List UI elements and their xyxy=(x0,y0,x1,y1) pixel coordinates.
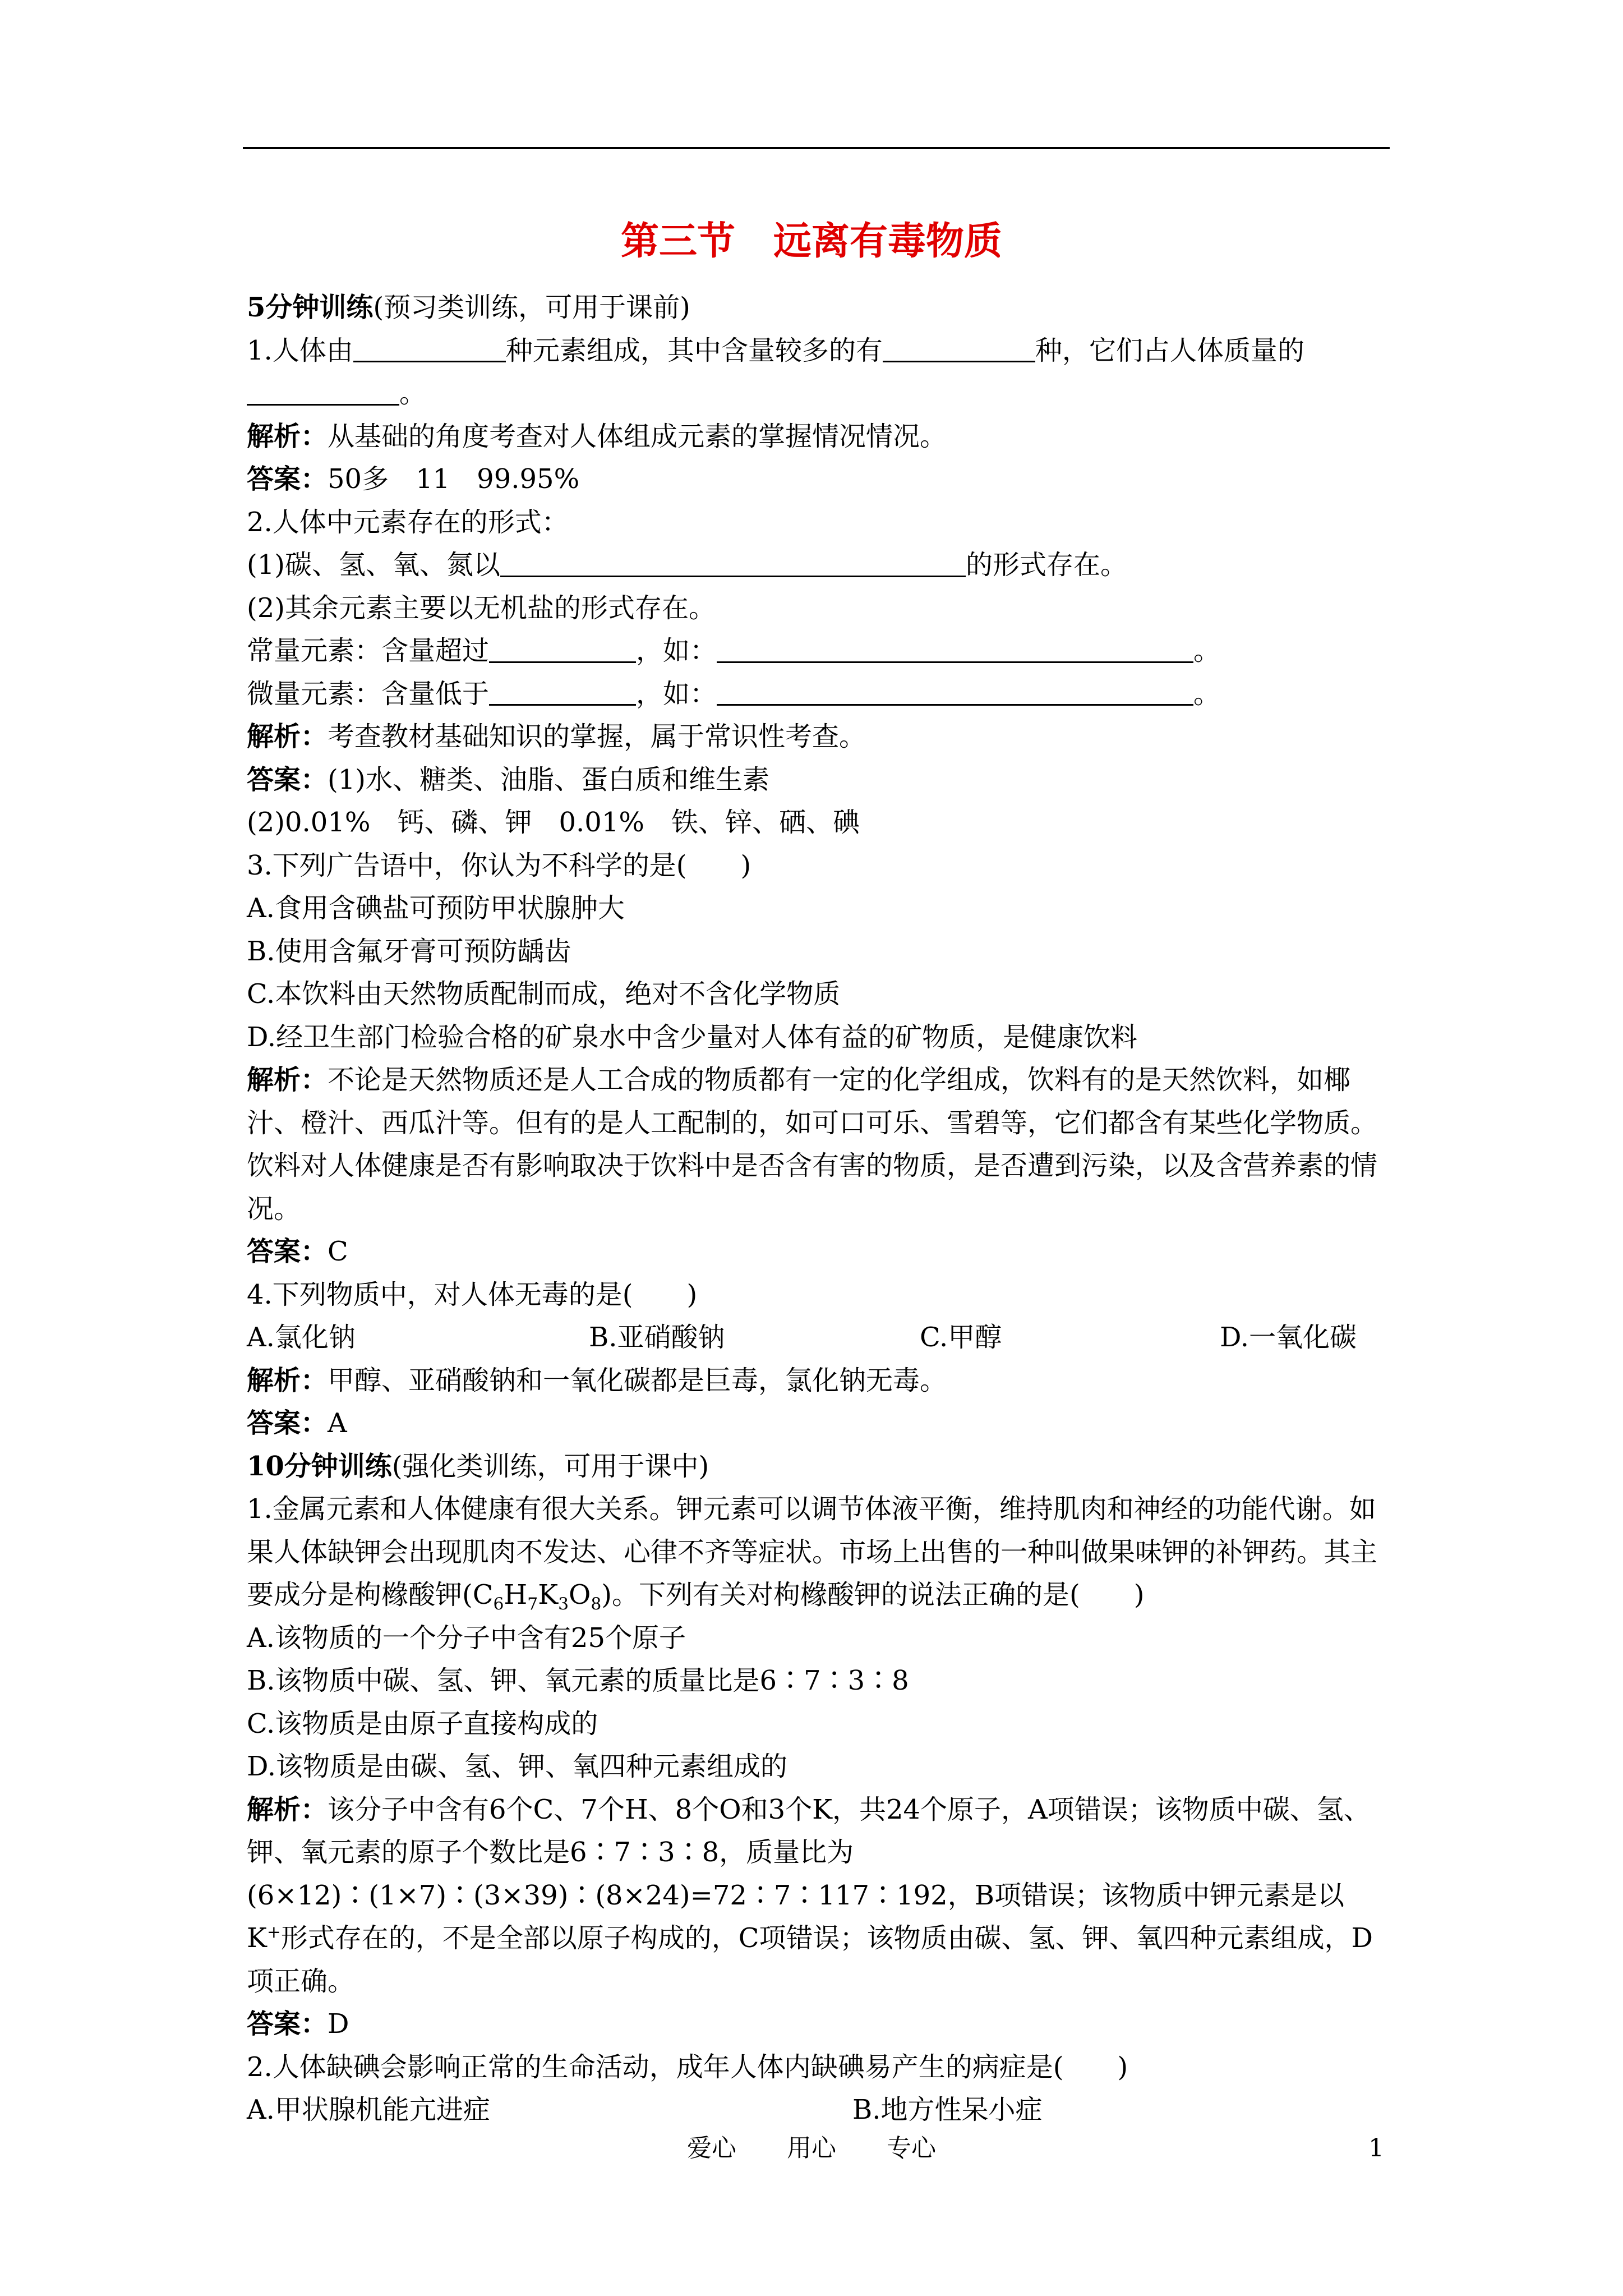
option-a: A.食用含碘盐可预防甲状腺肿大 xyxy=(247,892,625,924)
document-body xyxy=(247,286,1391,2132)
question-2-line-3: 常量元素：含量超过 ，如： 。 xyxy=(247,635,1221,666)
analysis: 解析：从基础的角度考查对人体组成元素的掌握情况情况。 xyxy=(247,420,947,452)
question-3: 3.下列广告语中，你认为不科学的是( ) xyxy=(247,849,751,881)
question-5: 1.金属元素和人体健康有很大关系。钾元素可以调节体液平衡，维持肌肉和神经的功能代谢。如果人体缺钾会出现肌肉不发达、心律不齐等症状。市场上出售的一种叫做果味钾的补钾药。其主要成分是枸橼酸钾$(C_6H_7K_3O_8)$。下列有关对枸橼酸钾的说法正确的是( ) xyxy=(247,1493,1378,1614)
option-c: C.甲醇 xyxy=(920,1322,1002,1353)
option-c: C.本饮料由天然物质配制而成，绝对不含化学物质 xyxy=(247,978,841,1010)
section-heading: 5分钟训练(预习类训练，可用于课前) xyxy=(247,292,690,323)
option-a: A.氯化钠 xyxy=(247,1322,356,1353)
option-c: C.该物质是由原子直接构成的 xyxy=(247,1708,598,1740)
fill-blank[interactable] xyxy=(883,334,1035,362)
question-2-line-2: (2)其余元素主要以无机盐的形式存在。 xyxy=(247,592,716,624)
fill-blank[interactable] xyxy=(353,334,506,362)
option-b: B.地方性呆小症 xyxy=(852,2094,1043,2125)
question-2-line-1: (1)碳、氢、氧、氮以 的形式存在。 xyxy=(247,549,1128,581)
question-2: 2.人体中元素存在的形式： xyxy=(247,506,569,538)
answer: 答案：(1)水、糖类、油脂、蛋白质和维生素 xyxy=(247,763,770,795)
fill-blank[interactable] xyxy=(489,634,636,663)
page-title: 第三节 远离有毒物质 xyxy=(620,219,1002,264)
answer: 答案：50多 11 99.95% xyxy=(247,463,580,495)
fill-blank[interactable] xyxy=(717,677,1193,706)
question-1-cont: 。 xyxy=(247,372,1391,415)
options-row xyxy=(247,2088,1391,2132)
question-4: 4.下列物质中，对人体无毒的是( ) xyxy=(247,1278,698,1310)
analysis: 解析：该分子中含有6个C、7个H、8个O和3个K，共24个原子，A项错误；该物质中碳、氢、钾、氧元素的原子个数比是6∶7∶3∶8，质量比为(6×12)∶(1×7)∶(3×39)∶(8×24)=72∶7∶117∶192，B项错误；该物质中钾元素是以K+形式存在的，不是全部以原子构成的，C项错误；该物质由碳、氢、钾、氧四种元素组成，D项正确。 xyxy=(247,1793,1373,1997)
fill-blank[interactable] xyxy=(247,377,399,406)
analysis: 解析：不论是天然物质还是人工合成的物质都有一定的化学组成，饮料有的是天然饮料，如椰汁、橙汁、西瓜汁等。但有的是人工配制的，如可口可乐、雪碧等，它们都含有某些化学物质。饮料对人体健康是否有影响取决于饮料中是否含有害的物质，是否遭到污染，以及含营养素的情况。 xyxy=(247,1064,1378,1225)
analysis: 解析：甲醇、亚硝酸钠和一氧化碳都是巨毒，氯化钠无毒。 xyxy=(247,1364,947,1396)
answer: 答案：D xyxy=(247,2008,349,2040)
answer: 答案：C xyxy=(247,1236,348,1267)
analysis: 解析：考查教材基础知识的掌握，属于常识性考查。 xyxy=(247,721,866,752)
option-d: D.经卫生部门检验合格的矿泉水中含少量对人体有益的矿物质，是健康饮料 xyxy=(247,1021,1138,1053)
option-b: B.亚硝酸钠 xyxy=(589,1322,725,1353)
options-row xyxy=(247,1316,1391,1359)
fill-blank[interactable] xyxy=(489,677,636,706)
option-d: D.一氧化碳 xyxy=(1220,1322,1357,1353)
page-footer: 爱心 用心 专心 xyxy=(687,2134,936,2162)
question-1: 1.人体由 种元素组成，其中含量较多的有 种，它们占人体质量的 xyxy=(247,334,1304,366)
page-number: 1 xyxy=(1368,2134,1384,2162)
option-b: B.使用含氟牙膏可预防龋齿 xyxy=(247,935,571,967)
fill-blank[interactable] xyxy=(717,634,1193,663)
option-a: A.甲状腺机能亢进症 xyxy=(247,2094,490,2125)
question-2-line-4: 微量元素：含量低于 ，如： 。 xyxy=(247,678,1221,710)
fill-blank[interactable] xyxy=(500,549,966,577)
question-6: 2.人体缺碘会影响正常的生命活动，成年人体内缺碘易产生的病症是( ) xyxy=(247,2051,1128,2083)
answer: 答案：A xyxy=(247,1407,347,1439)
option-d: D.该物质是由碳、氢、钾、氧四种元素组成的 xyxy=(247,1751,788,1782)
option-a: A.该物质的一个分子中含有25个原子 xyxy=(247,1622,686,1654)
option-b: B.该物质中碳、氢、钾、氧元素的质量比是6∶7∶3∶8 xyxy=(247,1665,909,1696)
section-heading: 10分钟训练(强化类训练，可用于课中) xyxy=(247,1450,709,1482)
answer-cont: (2)0.01% 钙、磷、钾 0.01% 铁、锌、硒、碘 xyxy=(247,807,860,838)
header-rule xyxy=(243,147,1390,149)
